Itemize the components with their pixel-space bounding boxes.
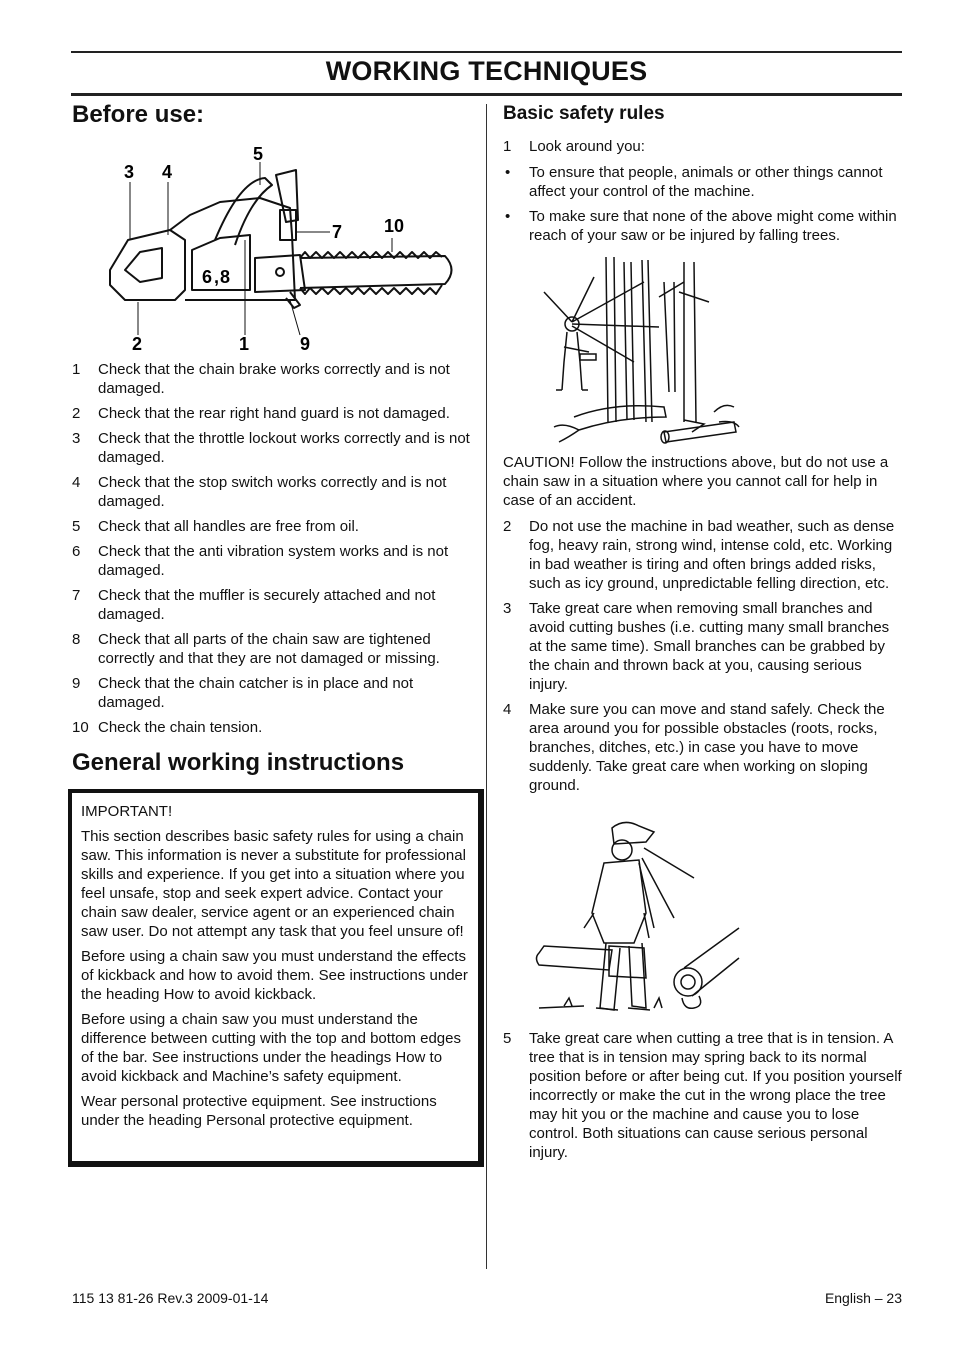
list-item: 2 Do not use the machine in bad weather, such as dense fog, heavy rain, strong wind, intense cold, etc. Working in bad weather is tiring and often brings added risks, such as icy ground, unpredictable felling direction, etc. [503,518,895,592]
page-title: WORKING TECHNIQUES [325,56,648,86]
heading-general-working: General working instructions [72,749,405,776]
list-item: 5 Take great care when cutting a tree that is in tension. A tree that is in tension may spring back to its normal position before or after being cut. If you position yourself incorrectly or make the cut in the wrong place the tree may hit you or the machine and cause you to lose control. Both situations can cause serious personal injury. [503,1030,902,1161]
figure-label-4: 4 [162,162,173,182]
bullet-list [503,163,903,251]
important-p2: Before using a chain saw you must understand the effects of kickback and how to avoid them. See instructions under the heading How to avoid kickback. [81,948,468,1003]
list-item: 7 Check that the muffler is securely attached and not damaged. [72,587,436,623]
rule-1 [503,137,903,162]
important-box [68,789,484,1167]
check-list [72,360,472,743]
list-item: 3 Take great care when removing small branches and avoid cutting bushes (i.e. cutting many small branches at the same time). Small branches can be grabbed by the chain and thrown back at you, causing serious injury. [503,600,890,693]
rules-list-a [503,517,903,801]
trees-illustration [534,252,744,447]
footer-page: English – 23 [824,1290,902,1306]
top-rule [71,51,902,53]
list-item: 6 Check that the anti vibration system works and is not damaged. [72,543,449,579]
rules-list-b [503,1029,903,1168]
list-item: 3 Check that the throttle lockout works correctly and is not damaged. [72,430,470,466]
list-item: 4 Check that the stop switch works correctly and is not damaged. [72,474,447,510]
figure-label-1: 1 [239,334,250,354]
list-item: • To ensure that people, animals or other things cannot affect your control of the machine. [505,164,883,200]
figure-label-5: 5 [253,144,264,164]
figure-label-3: 3 [124,162,135,182]
heading-basic-safety: Basic safety rules [503,103,665,124]
worker-illustration [534,818,744,1018]
footer-doc-id: 115 13 81-26 Rev.3 2009-01-14 [72,1290,269,1306]
important-label: IMPORTANT! [81,803,173,820]
heading-before-use: Before use: [72,101,205,128]
list-item: 2 Check that the rear right hand guard is not damaged. [72,405,450,422]
figure-label-8: 8 [220,267,231,287]
svg-text:,: , [214,267,220,287]
list-item: 1 Look around you: [503,138,645,155]
list-item: • To make sure that none of the above might come within reach of your saw or be injured by falling trees. [505,208,897,244]
figure-label-6: 6 [202,267,213,287]
chainsaw-illustration [100,140,460,355]
list-item: 8 Check that all parts of the chain saw are tightened correctly and that they are not damaged or missing. [72,631,440,667]
list-item: 9 Check that the chain catcher is in place and not damaged. [72,675,414,711]
important-p4: Wear personal protective equipment. See instructions under the heading Personal protective equipment. [81,1093,437,1129]
figure-label-2: 2 [132,334,143,354]
caution-text: CAUTION! Follow the instructions above, but do not use a chain saw in a situation where you cannot call for help in case of an accident. [503,454,889,509]
important-p1: This section describes basic safety rules for using a chain saw. This information is never a substitute for professional skills and experience. If you get into a situation where you feel unsafe, stop and seek expert advice. Contact your chain saw dealer, service agent or an experienced chain saw user. Do not attempt any task that you feel unsure of! [81,828,466,940]
figure-label-10: 10 [384,216,405,236]
list-item: 1 Check that the chain brake works correctly and is not damaged. [72,361,450,397]
important-p3: Before using a chain saw you must understand the difference between cutting with the top and bottom edges of the bar. See instructions under the headings How to avoid kickback and Machine’s safety equipment. [81,1011,461,1085]
list-item: 4 Make sure you can move and stand safely. Check the area around you for possible obstacles (roots, rocks, branches, ditches, etc.) in case you have to move suddenly. Take great care when working on sloping ground. [503,701,885,794]
column-divider [486,104,487,1269]
figure-label-7: 7 [332,222,343,242]
list-item: 5 Check that all handles are free from oil. [72,518,359,535]
title-rule [71,93,902,96]
list-item: 10 Check the chain tension. [72,719,263,736]
figure-label-9: 9 [300,334,311,354]
